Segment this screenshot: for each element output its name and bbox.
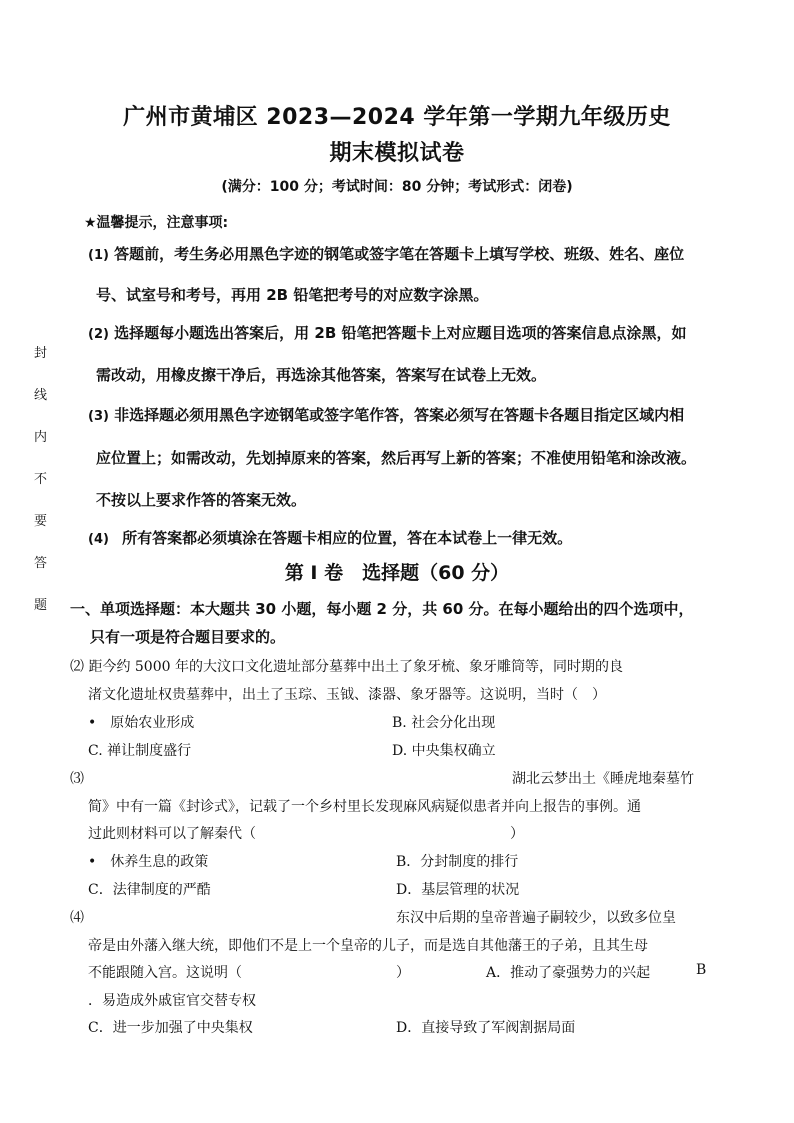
- notice-item-2-text: 选择题每小题选出答案后，用 2B 铅笔把答题卡上对应题目选项的答案信息点涂黑，如: [114, 324, 687, 342]
- notice-item-2-num: (2): [88, 327, 109, 342]
- margin-char: 不: [34, 472, 48, 487]
- question-4-number: ⑷: [70, 910, 84, 926]
- notice-item-4-text: 所有答案都必须填涂在答题卡相应的位置，答在本试卷上一律无效。: [122, 529, 573, 547]
- exam-subtitle: (满分：100 分；考试时间：80 分钟；考试形式：闭卷): [221, 179, 573, 195]
- notice-item-3-line3: 不按以上要求作答的答案无效。: [96, 491, 307, 509]
- notice-item-2-line2: 需改动，用橡皮擦干净后，再选涂其他答案，答案写在试卷上无效。: [96, 366, 547, 384]
- notice-item-3-line2: 应位置上；如需改动，先划掉原来的答案，然后再写上新的答案；不准使用铅笔和涂改液。: [96, 449, 697, 467]
- margin-char: 内: [34, 430, 48, 445]
- notice-item-1-num: (1): [88, 248, 109, 263]
- question-3-option-b: B．分封制度的排行: [396, 854, 519, 870]
- notice-item-3-text: 非选择题必须用黑色字迹钢笔或签字笔作答，答案必须写在答题卡各题目指定区域内相: [114, 406, 685, 424]
- question-4-option-d: D．直接导致了军阀割据局面: [396, 1020, 576, 1036]
- question-3-option-a-text: 休养生息的政策: [110, 854, 209, 870]
- seal-line-margin: [34, 342, 47, 636]
- question-3-option-a: [88, 851, 208, 871]
- margin-char: 题: [34, 598, 48, 613]
- exam-title-line1: 广州市黄埔区 2023—2024 学年第一学期九年级历史: [123, 105, 671, 130]
- question-2-option-c: C. 禅让制度盛行: [88, 743, 192, 759]
- question-2-option-b: B. 社会分化出现: [392, 715, 496, 731]
- question-3-line3: 过此则材料可以了解秦代（: [88, 826, 256, 842]
- question-4-option-a: A．推动了豪强势力的兴起: [486, 965, 651, 981]
- question-4-line3: 不能跟随入宫。这说明（: [88, 965, 242, 981]
- exam-title-line2: 期末模拟试卷: [329, 141, 465, 166]
- notice-item-1: [88, 243, 684, 264]
- question-4-option-c: C．进一步加强了中央集权: [88, 1020, 253, 1036]
- question-2-line2: 渚文化遗址权贵墓葬中，出土了玉琮、玉钺、漆器、象牙器等。这说明，当时（ ）: [88, 687, 606, 703]
- margin-char: 封: [34, 346, 48, 361]
- question-3-option-d: D．基层管理的状况: [396, 882, 520, 898]
- question-3-line1: 湖北云梦出土《睡虎地秦墓竹: [512, 771, 694, 787]
- question-3-bracket-close: ）: [510, 826, 524, 842]
- notice-item-3: [88, 404, 684, 425]
- question-4-line1: 东汉中后期的皇帝普遍子嗣较少，以致多位皇: [396, 910, 676, 926]
- question-3-line2: 简》中有一篇《封诊式》，记载了一个乡村里长发现麻风病疑似患者并向上报告的事例。通: [88, 799, 641, 815]
- bullet-icon: •: [88, 854, 97, 870]
- question-4-bracket-close: ）: [396, 965, 410, 981]
- notice-heading: ★温馨提示，注意事项:: [84, 215, 229, 231]
- notice-item-2: [88, 322, 687, 343]
- notice-item-1-text: 答题前，考生务必用黑色字迹的钢笔或签字笔在答题卡上填写学校、班级、姓名、座位: [114, 245, 685, 263]
- margin-char: 要: [34, 514, 48, 529]
- notice-item-1-line2: 号、试室号和考号，再用 2B 铅笔把考号的对应数字涂黑。: [96, 286, 489, 304]
- notice-item-3-num: (3): [88, 409, 109, 424]
- question-2-option-a: [88, 712, 194, 732]
- question-2-option-a-text: 原始农业形成: [110, 715, 195, 731]
- section-instruction-line1: 一、单项选择题：本大题共 30 小题，每小题 2 分，共 60 分。在每小题给出的四个选项中，: [70, 600, 694, 618]
- notice-item-4-num: (4): [88, 532, 109, 547]
- bullet-icon: •: [88, 715, 97, 731]
- notice-item-4: [88, 527, 572, 548]
- question-3-option-c: C．法律制度的严酷: [88, 882, 211, 898]
- margin-char: 答: [34, 556, 48, 571]
- section-title: 第 I 卷 选择题（60 分）: [284, 562, 510, 584]
- question-4-option-b: ．易造成外戚宦官交替专权: [88, 993, 256, 1009]
- question-2-line1: ⑵ 距今约 5000 年的大汶口文化遗址部分墓葬中出土了象牙梳、象牙雕筒等，同时期的良: [70, 659, 623, 675]
- question-2-option-d: D. 中央集权确立: [392, 743, 496, 759]
- question-4-line2: 帝是由外藩入继大统，即他们不是上一个皇帝的儿子，而是选自其他藩王的子弟，且其生母: [88, 938, 648, 954]
- margin-char: 线: [34, 388, 48, 403]
- question-3-number: ⑶: [70, 771, 84, 787]
- question-4-option-b-letter: B: [696, 962, 707, 978]
- section-instruction-line2: 只有一项是符合题目要求的。: [90, 628, 286, 646]
